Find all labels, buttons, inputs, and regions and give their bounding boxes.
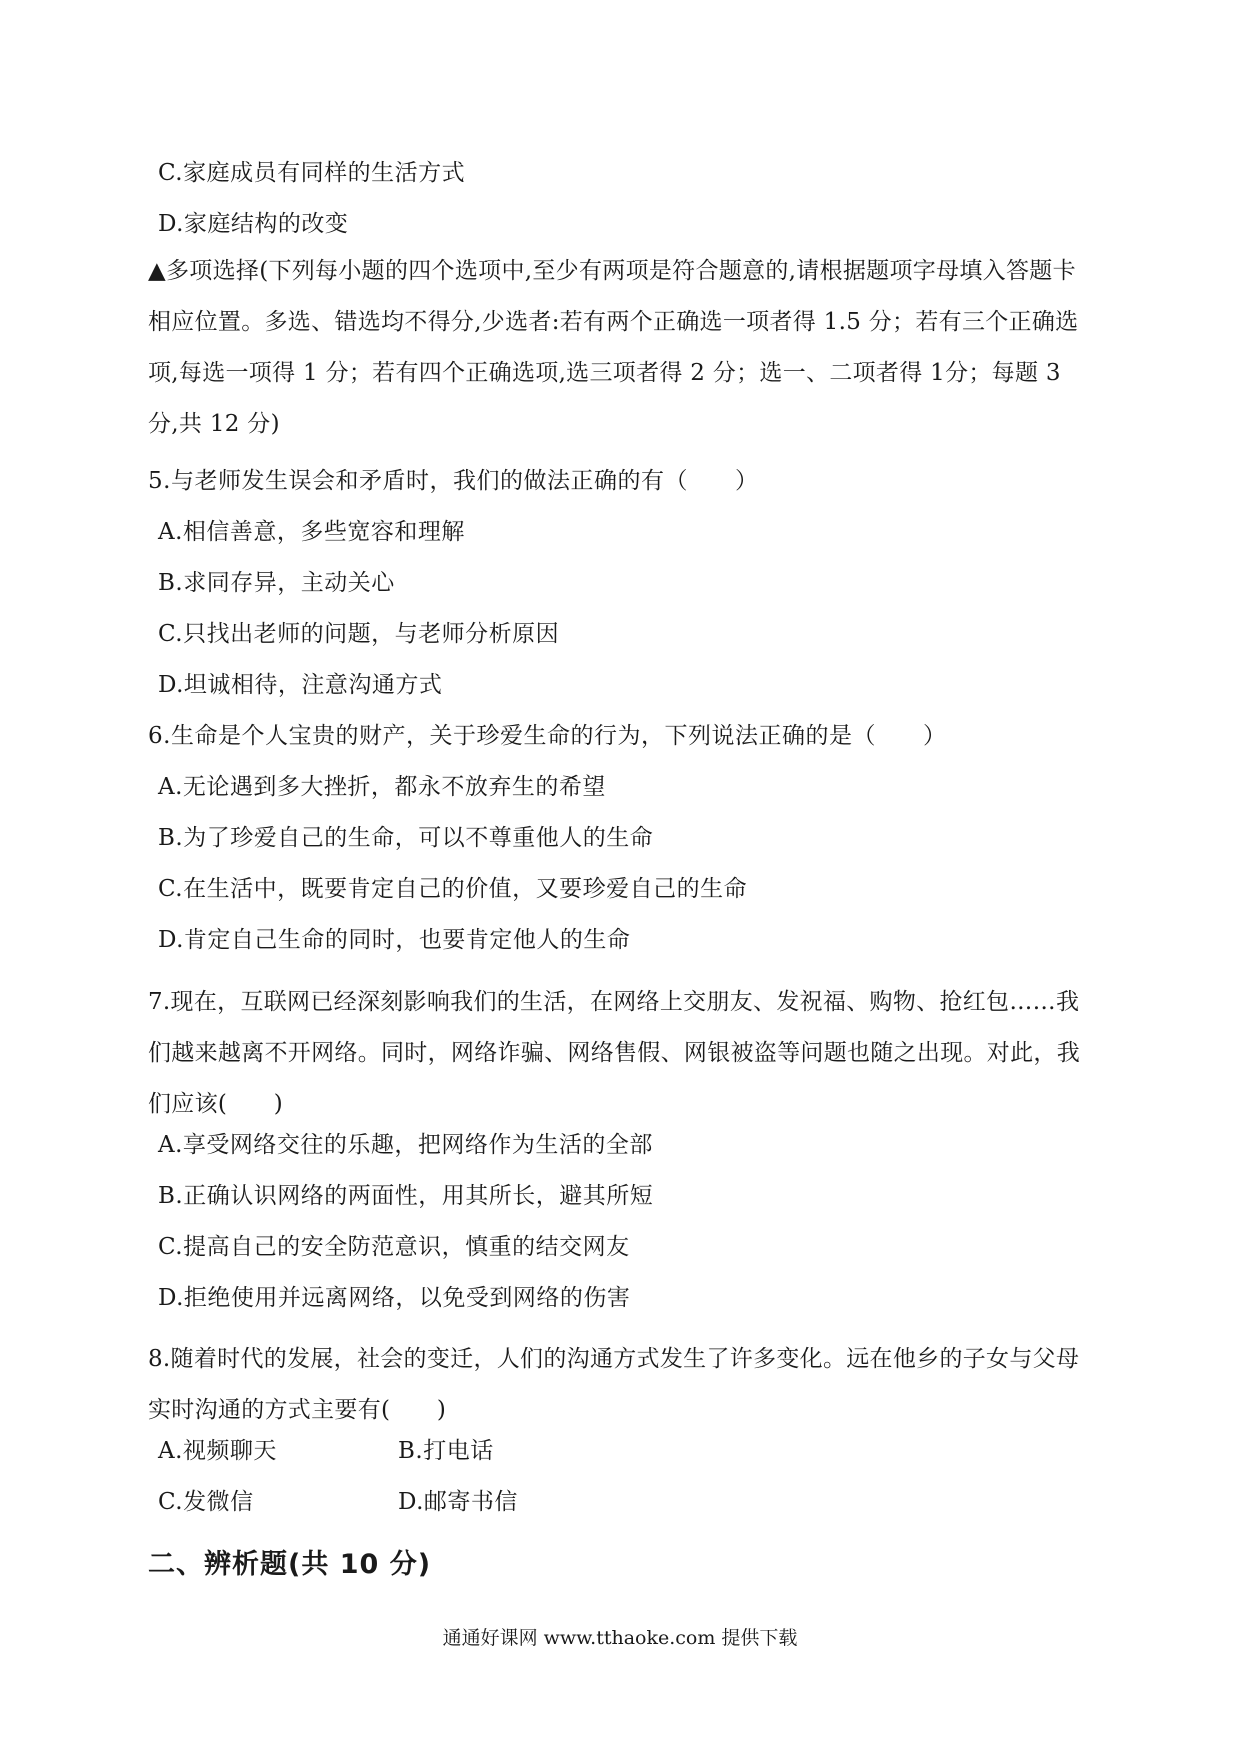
question-6-option-a: A.无论遇到多大挫折，都永不放弃生的希望 <box>158 774 606 800</box>
question-8-option-b: B.打电话 <box>398 1438 494 1464</box>
question-7-stem: 7.现在，互联网已经深刻影响我们的生活，在网络上交朋友、发祝福、购物、抢红包……我们越来越离不开网络。同时，网络诈骗、网络售假、网银被盗等问题也随之出现。对此，我们应该( ) <box>148 989 1080 1117</box>
question-8-stem: 8.随着时代的发展，社会的变迁，人们的沟通方式发生了许多变化。远在他乡的子女与父母实时沟通的方式主要有( ) <box>148 1346 1080 1423</box>
section-title: 二、辨析题(共 10 分) <box>148 1549 432 1580</box>
question-8-option-d: D.邮寄书信 <box>398 1489 518 1515</box>
question-5-option-c: C.只找出老师的问题，与老师分析原因 <box>158 621 560 647</box>
question-6-option-d: D.肯定自己生命的同时，也要肯定他人的生命 <box>158 927 631 953</box>
multi-choice-instructions: ▲多项选择(下列每小题的四个选项中,至少有两项是符合题意的,请根据题项字母填入答题卡相应位置。多选、错选均不得分,少选者:若有两个正确选一项者得 1.5 分；若有三个正确选项,每选一项得 1 分；若有四个正确选项,选三项者得 2 分；选一、二项者得 1分；每题 3 分,共 12 分) <box>148 258 1079 437</box>
question-6-option-c: C.在生活中，既要肯定自己的价值，又要珍爱自己的生命 <box>158 876 748 902</box>
question-5-option-b: B.求同存异，主动关心 <box>158 570 395 596</box>
footer-text: 通通好课网 www.tthaoke.com 提供下载 <box>442 1627 798 1649</box>
option-c-prev: C.家庭成员有同样的生活方式 <box>158 160 466 186</box>
question-7-option-a: A.享受网络交往的乐趣，把网络作为生活的全部 <box>158 1132 653 1158</box>
question-8-option-a: A.视频聊天 <box>158 1438 277 1464</box>
question-5-stem: 5.与老师发生误会和矛盾时，我们的做法正确的有（ ） <box>148 468 759 494</box>
question-6-stem: 6.生命是个人宝贵的财产，关于珍爱生命的行为，下列说法正确的是（ ） <box>148 723 947 749</box>
question-5-option-d: D.坦诚相待，注意沟通方式 <box>158 672 443 698</box>
question-6-option-b: B.为了珍爱自己的生命，可以不尊重他人的生命 <box>158 825 654 851</box>
question-5-option-a: A.相信善意，多些宽容和理解 <box>158 519 465 545</box>
option-d-prev: D.家庭结构的改变 <box>158 211 349 237</box>
question-7-option-c: C.提高自己的安全防范意识，慎重的结交网友 <box>158 1234 630 1260</box>
question-7-option-d: D.拒绝使用并远离网络，以免受到网络的伤害 <box>158 1285 631 1311</box>
question-8-option-c: C.发微信 <box>158 1489 254 1515</box>
question-7-option-b: B.正确认识网络的两面性，用其所长，避其所短 <box>158 1183 654 1209</box>
